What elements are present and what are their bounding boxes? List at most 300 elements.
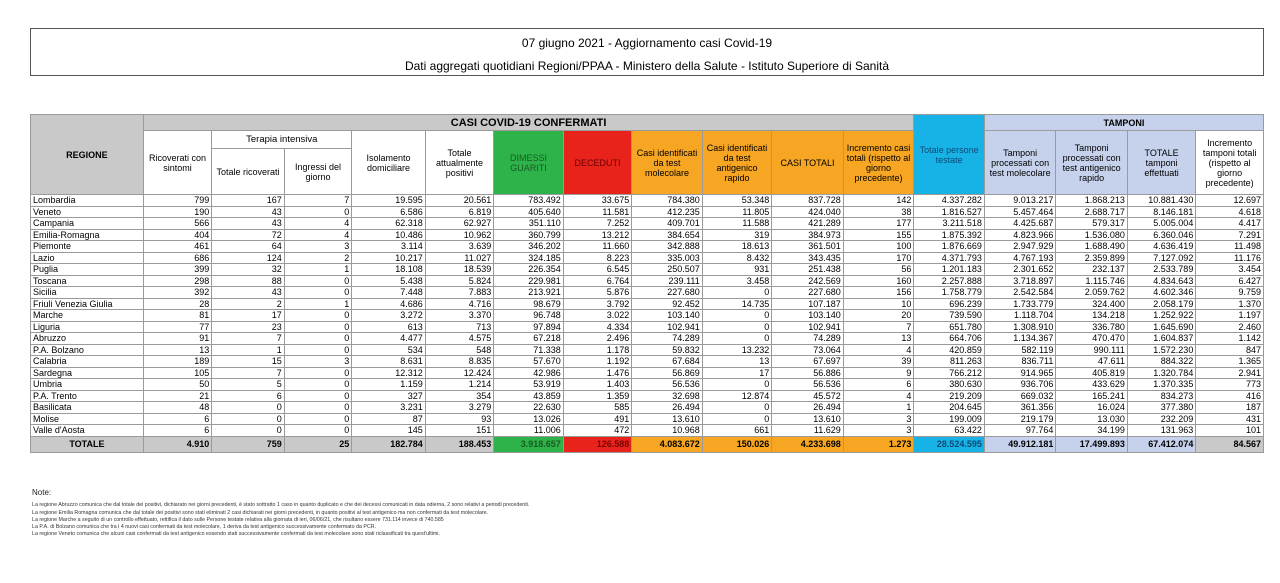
data-cell: 7 xyxy=(212,367,285,379)
totals-cell: 17.499.893 xyxy=(1056,436,1128,452)
data-cell: 12.874 xyxy=(702,390,771,402)
data-cell: 105 xyxy=(143,367,211,379)
data-cell: 0 xyxy=(284,413,351,425)
data-cell: 4.477 xyxy=(352,333,426,345)
totals-cell: 28.524.595 xyxy=(914,436,985,452)
table-row xyxy=(31,344,1264,356)
data-cell: 4 xyxy=(843,344,914,356)
data-cell: 56.886 xyxy=(772,367,844,379)
data-cell: 0 xyxy=(284,425,351,437)
data-cell: 1 xyxy=(284,264,351,276)
data-cell: 6 xyxy=(143,425,211,437)
data-cell: 664.706 xyxy=(914,333,985,345)
data-cell: 837.728 xyxy=(772,195,844,207)
data-cell: 101 xyxy=(1196,425,1264,437)
data-cell: 6.586 xyxy=(352,206,426,218)
data-cell: 416 xyxy=(1196,390,1264,402)
totals-cell: 1.273 xyxy=(843,436,914,452)
table-row xyxy=(31,252,1264,264)
data-cell: 0 xyxy=(284,402,351,414)
data-cell: 433.629 xyxy=(1056,379,1128,391)
data-cell: 13.026 xyxy=(494,413,563,425)
data-cell: 56.536 xyxy=(772,379,844,391)
data-cell: 229.981 xyxy=(494,275,563,287)
region-name-cell: Sicilia xyxy=(31,287,144,299)
data-cell: 0 xyxy=(284,333,351,345)
data-cell: 0 xyxy=(284,367,351,379)
region-name-cell: Emilia-Romagna xyxy=(31,229,144,241)
data-cell: 3.211.518 xyxy=(914,218,985,230)
data-cell: 799 xyxy=(143,195,211,207)
data-cell: 20.561 xyxy=(425,195,493,207)
data-cell: 0 xyxy=(284,310,351,322)
data-cell: 377.380 xyxy=(1127,402,1195,414)
data-cell: 1.134.367 xyxy=(984,333,1056,345)
data-cell: 4.425.687 xyxy=(984,218,1056,230)
data-cell: 1.201.183 xyxy=(914,264,985,276)
data-cell: 836.711 xyxy=(984,356,1056,368)
data-cell: 64 xyxy=(212,241,285,253)
data-cell: 204.645 xyxy=(914,402,985,414)
data-cell: 56.536 xyxy=(632,379,703,391)
data-cell: 0 xyxy=(212,413,285,425)
table-row xyxy=(31,379,1264,391)
data-cell: 13.610 xyxy=(772,413,844,425)
data-cell: 579.317 xyxy=(1056,218,1128,230)
table-row xyxy=(31,218,1264,230)
data-cell: 1 xyxy=(843,402,914,414)
data-cell: 3 xyxy=(843,413,914,425)
data-cell: 5.438 xyxy=(352,275,426,287)
data-cell: 4.417 xyxy=(1196,218,1264,230)
data-cell: 0 xyxy=(284,390,351,402)
data-cell: 16.024 xyxy=(1056,402,1128,414)
data-cell: 34.199 xyxy=(1056,425,1128,437)
data-cell: 4.823.966 xyxy=(984,229,1056,241)
data-cell: 0 xyxy=(284,321,351,333)
data-cell: 7.252 xyxy=(563,218,631,230)
note-line: La regione Marche a seguito di un controllo effettuato, rettifica il dato sulle Persone testate relativa alla giornata di ieri, 06/06/21, che risultano essere 731.114 invece di 740.585 xyxy=(32,516,444,523)
data-cell: 43.859 xyxy=(494,390,563,402)
data-cell: 48 xyxy=(143,402,211,414)
data-cell: 10.962 xyxy=(425,229,493,241)
data-cell: 384.654 xyxy=(632,229,703,241)
data-cell: 324.185 xyxy=(494,252,563,264)
data-cell: 1 xyxy=(284,298,351,310)
data-cell: 548 xyxy=(425,344,493,356)
data-cell: 6.360.046 xyxy=(1127,229,1195,241)
data-cell: 11.629 xyxy=(772,425,844,437)
header-tamponi-group: TAMPONI xyxy=(984,115,1263,131)
table-row xyxy=(31,310,1264,322)
totals-cell: 4.910 xyxy=(143,436,211,452)
data-cell: 404 xyxy=(143,229,211,241)
data-cell: 4.337.282 xyxy=(914,195,985,207)
header-isolamento: Isolamento domiciliare xyxy=(352,131,426,195)
data-cell: 298 xyxy=(143,275,211,287)
data-cell: 26.494 xyxy=(772,402,844,414)
data-cell: 165.241 xyxy=(1056,390,1128,402)
data-cell: 3.454 xyxy=(1196,264,1264,276)
data-cell: 566 xyxy=(143,218,211,230)
data-cell: 102.941 xyxy=(632,321,703,333)
data-cell: 107.187 xyxy=(772,298,844,310)
data-cell: 63.422 xyxy=(914,425,985,437)
data-cell: 13.212 xyxy=(563,229,631,241)
data-cell: 142 xyxy=(843,195,914,207)
data-cell: 884.322 xyxy=(1127,356,1195,368)
data-cell: 32 xyxy=(212,264,285,276)
data-cell: 131.963 xyxy=(1127,425,1195,437)
data-cell: 686 xyxy=(143,252,211,264)
data-cell: 2.301.652 xyxy=(984,264,1056,276)
data-cell: 834.273 xyxy=(1127,390,1195,402)
data-cell: 8.631 xyxy=(352,356,426,368)
data-cell: 1.252.922 xyxy=(1127,310,1195,322)
data-cell: 1.476 xyxy=(563,367,631,379)
data-cell: 11.805 xyxy=(702,206,771,218)
data-cell: 92.452 xyxy=(632,298,703,310)
data-cell: 0 xyxy=(702,413,771,425)
data-cell: 219.179 xyxy=(984,413,1056,425)
data-cell: 56 xyxy=(843,264,914,276)
data-cell: 2.533.789 xyxy=(1127,264,1195,276)
region-name-cell: Veneto xyxy=(31,206,144,218)
data-cell: 232.137 xyxy=(1056,264,1128,276)
data-cell: 190 xyxy=(143,206,211,218)
data-cell: 613 xyxy=(352,321,426,333)
data-cell: 67.218 xyxy=(494,333,563,345)
data-cell: 3.639 xyxy=(425,241,493,253)
data-cell: 187 xyxy=(1196,402,1264,414)
data-cell: 1.320.784 xyxy=(1127,367,1195,379)
data-cell: 5.824 xyxy=(425,275,493,287)
data-cell: 134.218 xyxy=(1056,310,1128,322)
data-cell: 4 xyxy=(284,218,351,230)
data-cell: 43 xyxy=(212,218,285,230)
totals-cell: 150.026 xyxy=(702,436,771,452)
data-cell: 1.365 xyxy=(1196,356,1264,368)
data-cell: 160 xyxy=(843,275,914,287)
data-cell: 10.217 xyxy=(352,252,426,264)
data-cell: 1 xyxy=(212,344,285,356)
data-cell: 1.118.704 xyxy=(984,310,1056,322)
data-cell: 5.005.004 xyxy=(1127,218,1195,230)
data-cell: 4 xyxy=(284,229,351,241)
totals-cell: 188.453 xyxy=(425,436,493,452)
region-name-cell: Calabria xyxy=(31,356,144,368)
region-name-cell: Sardegna xyxy=(31,367,144,379)
data-cell: 72 xyxy=(212,229,285,241)
data-cell: 77 xyxy=(143,321,211,333)
data-cell: 1.159 xyxy=(352,379,426,391)
data-cell: 10.881.430 xyxy=(1127,195,1195,207)
data-cell: 102.941 xyxy=(772,321,844,333)
data-cell: 22.630 xyxy=(494,402,563,414)
data-cell: 0 xyxy=(284,287,351,299)
data-cell: 13.030 xyxy=(1056,413,1128,425)
data-cell: 74.289 xyxy=(772,333,844,345)
header-deceduti: DECEDUTI xyxy=(563,131,631,195)
data-cell: 470.470 xyxy=(1056,333,1128,345)
data-cell: 336.780 xyxy=(1056,321,1128,333)
data-cell: 491 xyxy=(563,413,631,425)
data-cell: 784.380 xyxy=(632,195,703,207)
data-cell: 1.536.080 xyxy=(1056,229,1128,241)
data-cell: 351.110 xyxy=(494,218,563,230)
data-cell: 96.748 xyxy=(494,310,563,322)
data-cell: 7 xyxy=(843,321,914,333)
data-cell: 38 xyxy=(843,206,914,218)
data-cell: 239.111 xyxy=(632,275,703,287)
data-cell: 53.919 xyxy=(494,379,563,391)
data-cell: 4.575 xyxy=(425,333,493,345)
data-cell: 67.684 xyxy=(632,356,703,368)
data-cell: 18.613 xyxy=(702,241,771,253)
data-cell: 3.458 xyxy=(702,275,771,287)
data-cell: 342.888 xyxy=(632,241,703,253)
region-name-cell: Lazio xyxy=(31,252,144,264)
data-cell: 931 xyxy=(702,264,771,276)
table-row xyxy=(31,402,1264,414)
data-cell: 431 xyxy=(1196,413,1264,425)
data-cell: 0 xyxy=(702,333,771,345)
region-name-cell: Marche xyxy=(31,310,144,322)
data-cell: 4.371.793 xyxy=(914,252,985,264)
data-cell: 4.834.643 xyxy=(1127,275,1195,287)
data-cell: 26.494 xyxy=(632,402,703,414)
region-name-cell: Basilicata xyxy=(31,402,144,414)
data-cell: 97.764 xyxy=(984,425,1056,437)
data-cell: 2 xyxy=(212,298,285,310)
data-cell: 335.003 xyxy=(632,252,703,264)
data-cell: 696.239 xyxy=(914,298,985,310)
data-cell: 11.027 xyxy=(425,252,493,264)
table-row xyxy=(31,195,1264,207)
data-cell: 219.209 xyxy=(914,390,985,402)
data-cell: 421.289 xyxy=(772,218,844,230)
totals-cell: 84.567 xyxy=(1196,436,1264,452)
data-cell: 251.438 xyxy=(772,264,844,276)
data-cell: 0 xyxy=(284,379,351,391)
data-cell: 651.780 xyxy=(914,321,985,333)
note-line: La regione Veneto comunica che alcuni casi confermati da test antigenico essendo stati successivamente confermati da test molecolare sono stati riclassificati tra quest'ultimi. xyxy=(32,531,440,538)
data-cell: 0 xyxy=(702,321,771,333)
report-title: 07 giugno 2021 - Aggiornamento casi Covid-19 xyxy=(521,36,773,50)
data-cell: 582.119 xyxy=(984,344,1056,356)
data-cell: 0 xyxy=(702,287,771,299)
table-row xyxy=(31,413,1264,425)
data-cell: 56.869 xyxy=(632,367,703,379)
data-cell: 3.272 xyxy=(352,310,426,322)
data-cell: 990.111 xyxy=(1056,344,1128,356)
data-cell: 1.403 xyxy=(563,379,631,391)
data-cell: 409.701 xyxy=(632,218,703,230)
header-totale-ricoverati: Totale ricoverati xyxy=(212,149,285,195)
covid-data-table xyxy=(30,114,1264,453)
data-cell: 1.816.527 xyxy=(914,206,985,218)
data-cell: 3 xyxy=(284,241,351,253)
data-cell: 7 xyxy=(284,195,351,207)
data-cell: 2.058.179 xyxy=(1127,298,1195,310)
data-cell: 2.947.929 xyxy=(984,241,1056,253)
data-cell: 1.115.746 xyxy=(1056,275,1128,287)
data-cell: 0 xyxy=(212,402,285,414)
data-cell: 103.140 xyxy=(632,310,703,322)
data-cell: 847 xyxy=(1196,344,1264,356)
data-cell: 53.348 xyxy=(702,195,771,207)
data-cell: 11.176 xyxy=(1196,252,1264,264)
data-cell: 11.588 xyxy=(702,218,771,230)
data-cell: 8.223 xyxy=(563,252,631,264)
data-cell: 73.064 xyxy=(772,344,844,356)
table-row xyxy=(31,241,1264,253)
data-cell: 21 xyxy=(143,390,211,402)
data-cell: 145 xyxy=(352,425,426,437)
data-cell: 1.142 xyxy=(1196,333,1264,345)
data-cell: 5.457.464 xyxy=(984,206,1056,218)
data-cell: 713 xyxy=(425,321,493,333)
data-cell: 1.868.213 xyxy=(1056,195,1128,207)
data-cell: 324.400 xyxy=(1056,298,1128,310)
data-cell: 1.370 xyxy=(1196,298,1264,310)
data-cell: 13 xyxy=(702,356,771,368)
data-cell: 1.645.690 xyxy=(1127,321,1195,333)
data-cell: 936.706 xyxy=(984,379,1056,391)
data-cell: 1.178 xyxy=(563,344,631,356)
header-casi-group: CASI COVID-19 CONFERMATI xyxy=(143,115,914,131)
data-cell: 424.040 xyxy=(772,206,844,218)
data-cell: 93 xyxy=(425,413,493,425)
data-cell: 2.941 xyxy=(1196,367,1264,379)
data-cell: 227.680 xyxy=(632,287,703,299)
data-cell: 384.973 xyxy=(772,229,844,241)
table-row xyxy=(31,367,1264,379)
data-cell: 1.308.910 xyxy=(984,321,1056,333)
data-cell: 17 xyxy=(702,367,771,379)
totals-cell: 759 xyxy=(212,436,285,452)
totals-cell: 67.412.074 xyxy=(1127,436,1195,452)
header-casi-totali: CASI TOTALI xyxy=(772,131,844,195)
data-cell: 0 xyxy=(284,275,351,287)
data-cell: 15 xyxy=(212,356,285,368)
data-cell: 177 xyxy=(843,218,914,230)
data-cell: 11.660 xyxy=(563,241,631,253)
data-cell: 23 xyxy=(212,321,285,333)
data-cell: 360.799 xyxy=(494,229,563,241)
data-cell: 12.697 xyxy=(1196,195,1264,207)
header-totale-tamponi: TOTALE tamponi effettuati xyxy=(1127,131,1195,195)
data-cell: 3 xyxy=(843,425,914,437)
data-cell: 2.059.762 xyxy=(1056,287,1128,299)
totals-cell: 182.784 xyxy=(352,436,426,452)
region-name-cell: Molise xyxy=(31,413,144,425)
data-cell: 1.359 xyxy=(563,390,631,402)
data-cell: 3.279 xyxy=(425,402,493,414)
data-cell: 9.013.217 xyxy=(984,195,1056,207)
note-line: La P.A. di Bolzano comunica che tra i 4 nuovi casi confermati da test molecolare, 1 deriva da test antigenico successivamente confermato da PCR. xyxy=(32,524,377,531)
data-cell: 343.435 xyxy=(772,252,844,264)
data-cell: 0 xyxy=(702,402,771,414)
data-cell: 0 xyxy=(702,310,771,322)
data-cell: 3 xyxy=(284,356,351,368)
data-cell: 399 xyxy=(143,264,211,276)
region-name-cell: Umbria xyxy=(31,379,144,391)
data-cell: 32.698 xyxy=(632,390,703,402)
data-cell: 87 xyxy=(352,413,426,425)
data-cell: 43 xyxy=(212,287,285,299)
data-cell: 6 xyxy=(143,413,211,425)
header-regione: REGIONE xyxy=(31,115,144,195)
totals-cell: 3.918.657 xyxy=(494,436,563,452)
data-cell: 3.792 xyxy=(563,298,631,310)
data-cell: 81 xyxy=(143,310,211,322)
data-cell: 1.688.490 xyxy=(1056,241,1128,253)
data-cell: 1.197 xyxy=(1196,310,1264,322)
data-cell: 361.501 xyxy=(772,241,844,253)
totals-cell: 4.233.698 xyxy=(772,436,844,452)
data-cell: 1.214 xyxy=(425,379,493,391)
data-cell: 227.680 xyxy=(772,287,844,299)
data-cell: 91 xyxy=(143,333,211,345)
data-cell: 3.370 xyxy=(425,310,493,322)
data-cell: 13.610 xyxy=(632,413,703,425)
data-cell: 1.370.335 xyxy=(1127,379,1195,391)
data-cell: 1.572.230 xyxy=(1127,344,1195,356)
data-cell: 13.232 xyxy=(702,344,771,356)
region-name-cell: P.A. Bolzano xyxy=(31,344,144,356)
data-cell: 39 xyxy=(843,356,914,368)
header-casi-molecolare: Casi identificati da test molecolare xyxy=(632,131,703,195)
data-cell: 2 xyxy=(284,252,351,264)
data-cell: 1.876.669 xyxy=(914,241,985,253)
header-casi-antigenico: Casi identificati da test antigenico rapido xyxy=(702,131,771,195)
table-row xyxy=(31,321,1264,333)
data-cell: 33.675 xyxy=(563,195,631,207)
data-cell: 6.427 xyxy=(1196,275,1264,287)
data-cell: 2.542.584 xyxy=(984,287,1056,299)
data-cell: 661 xyxy=(702,425,771,437)
data-cell: 4.602.346 xyxy=(1127,287,1195,299)
region-name-cell: Lombardia xyxy=(31,195,144,207)
data-cell: 5 xyxy=(212,379,285,391)
data-cell: 12.424 xyxy=(425,367,493,379)
data-cell: 199.009 xyxy=(914,413,985,425)
data-cell: 242.569 xyxy=(772,275,844,287)
data-cell: 7.448 xyxy=(352,287,426,299)
data-cell: 124 xyxy=(212,252,285,264)
data-cell: 1.758.779 xyxy=(914,287,985,299)
data-cell: 189 xyxy=(143,356,211,368)
data-cell: 585 xyxy=(563,402,631,414)
table-row xyxy=(31,333,1264,345)
data-cell: 3.718.897 xyxy=(984,275,1056,287)
header-totale-positivi: Totale attualmente positivi xyxy=(425,131,493,195)
data-cell: 62.318 xyxy=(352,218,426,230)
data-cell: 3.231 xyxy=(352,402,426,414)
region-name-cell: Liguria xyxy=(31,321,144,333)
data-cell: 7.291 xyxy=(1196,229,1264,241)
data-cell: 213.921 xyxy=(494,287,563,299)
data-cell: 472 xyxy=(563,425,631,437)
data-cell: 461 xyxy=(143,241,211,253)
data-cell: 18.539 xyxy=(425,264,493,276)
data-cell: 8.432 xyxy=(702,252,771,264)
data-cell: 20 xyxy=(843,310,914,322)
table-row xyxy=(31,356,1264,368)
data-cell: 74.289 xyxy=(632,333,703,345)
data-cell: 59.832 xyxy=(632,344,703,356)
